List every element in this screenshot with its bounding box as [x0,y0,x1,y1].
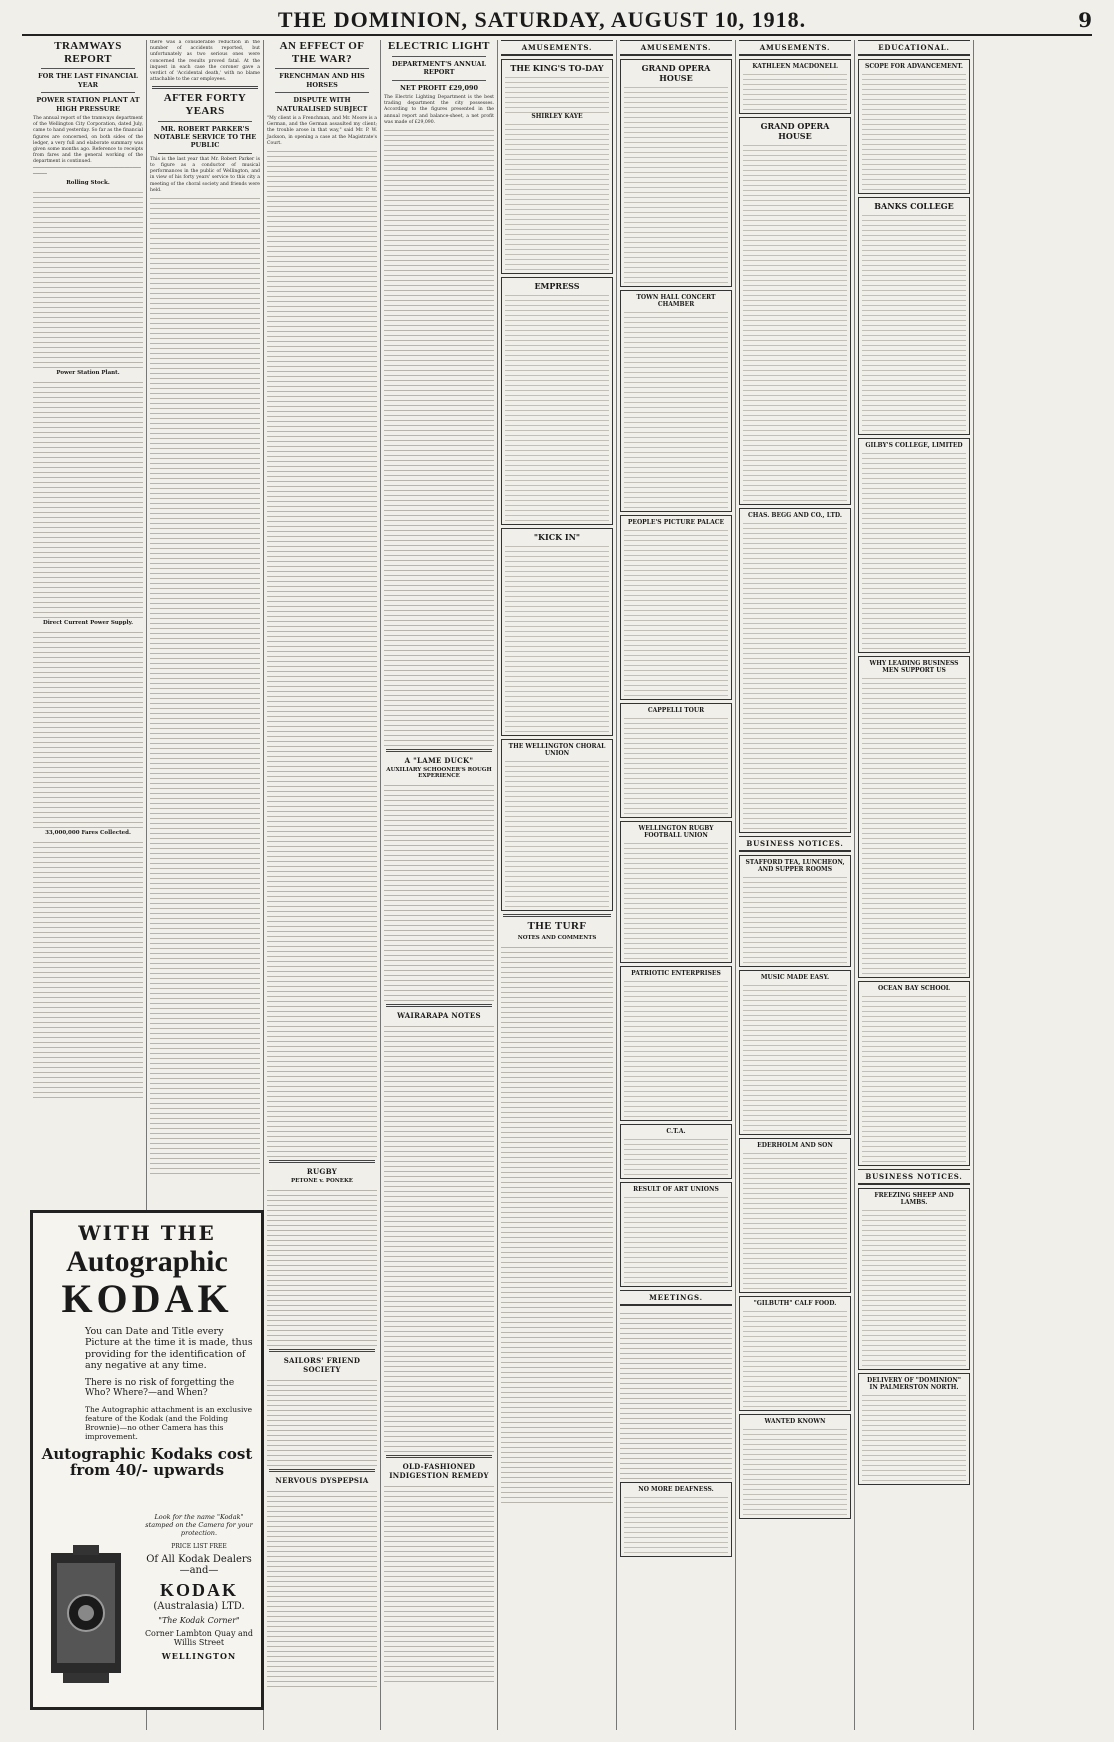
ad-kathleen-macdonell [739,59,851,114]
column-amusements-3 [736,40,855,1730]
ad-title: WELLINGTON RUGBY FOOTBALL UNION [638,825,714,839]
ad-title: EMPRESS [534,281,580,291]
kodak-dealer-info [143,1513,255,1661]
headline-tramways: TRAMWAYS REPORT [54,40,122,65]
ad-title: PEOPLE'S PICTURE PALACE [627,519,725,526]
kodak-autographic: Autographic [66,1245,228,1278]
ad-kick-in [501,528,613,736]
column-heading-amusements: AMUSEMENTS. [620,40,732,56]
column-war-effect [264,40,381,1730]
ad-autographic-kodak [30,1210,264,1710]
section-wairarapa-notes: WAIRARAPA NOTES [397,1010,481,1020]
subhead-parker: MR. ROBERT PARKER'S NOTABLE SERVICE TO THE PUBLIC [153,124,257,150]
ad-choral-union [501,739,613,911]
ad-title: CHAS. BEGG AND CO., LTD. [748,512,842,519]
newspaper-title: THE DOMINION, SATURDAY, AUGUST 10, 1918. [277,7,807,32]
ad-why-leading-business-men [858,656,970,978]
ad-title: FREEZING SHEEP AND LAMBS. [874,1192,954,1206]
subhead-net-profit: NET PROFIT £29,090 [399,83,479,92]
article-text-block [267,1186,377,1346]
ad-wanted-known [739,1414,851,1519]
ad-title: CAPPELLI TOUR [647,707,705,714]
column-electric-light [381,40,498,1730]
ad-title: "GILBUTH" CALF FOOD. [753,1300,837,1307]
section-nervous-dyspepsia: NERVOUS DYSPEPSIA [275,1475,369,1485]
column-educational [855,40,974,1730]
ad-chas-begg [739,508,851,833]
ad-title: THE KING'S TO-DAY [510,63,604,73]
kodak-price-headline: Autographic Kodaks cost from 40/- upwards [41,1445,253,1479]
ad-title: GILBY'S COLLEGE, LIMITED [865,442,963,449]
page-number: 9 [1078,8,1092,32]
ad-title: GRAND OPERA HOUSE [760,121,830,141]
kodak-city: WELLINGTON [161,1651,237,1661]
section-power-station-plant: Power Station Plant. [56,369,120,376]
ad-title: DELIVERY OF "DOMINION" IN PALMERSTON NORTH. [867,1377,961,1391]
subhead-notes-comments: NOTES AND COMMENTS [517,934,597,941]
ad-title: WANTED KNOWN [764,1418,826,1425]
column-amusements-2 [617,40,736,1730]
column-heading-business-notices: BUSINESS NOTICES. [739,836,851,852]
ad-patriotic-enterprises [620,966,732,1121]
article-text-block [620,1309,732,1479]
article-text-block [384,1022,494,1452]
ad-title: STAFFORD TEA, LUNCHEON, AND SUPPER ROOMS [745,859,845,873]
section-sailors-friend: SAILORS' FRIEND SOCIETY [283,1355,361,1374]
ad-title: SCOPE FOR ADVANCEMENT. [865,63,963,70]
kodak-australasia: (Australasia) LTD. [153,1601,245,1612]
section-lame-duck: A "LAME DUCK" [404,755,474,765]
ad-kings-theatre [501,59,613,274]
kodak-ltd-brand: KODAK [159,1580,238,1600]
ad-cta [620,1124,732,1179]
ad-title: THE WELLINGTON CHORAL UNION [508,743,606,757]
kodak-look-for: Look for the name "Kodak" stamped on the Camera for your protection. [145,1513,253,1537]
article-text-block [33,188,143,368]
ad-town-hall [620,290,732,512]
article-body: The Electric Lighting Department is the best trading department the city possesses. According to the figures presented in the annual report and balance-sheet, a net profit was made of £29,090. [384,94,494,125]
kodak-address: Corner Lambton Quay and Willis Street [144,1629,254,1647]
column-heading-amusements: AMUSEMENTS. [739,40,851,56]
ad-feature: SHIRLEY KAYE [531,113,583,120]
ad-ederholm-and-son [739,1138,851,1293]
masthead [22,6,1092,36]
subhead-dispute: DISPUTE WITH NATURALISED SUBJECT [276,96,368,113]
section-fares-collected: 33,000,000 Fares Collected. [45,829,131,836]
section-indigestion-remedy: OLD-FASHIONED INDIGESTION REMEDY [389,1461,489,1480]
ad-title: GRAND OPERA HOUSE [641,63,711,83]
headline-effect-of-war: AN EFFECT OF THE WAR? [279,40,365,65]
ad-empress [501,277,613,525]
ad-no-more-deafness [620,1482,732,1557]
headline-electric-light: ELECTRIC LIGHT [388,40,490,52]
ad-art-unions [620,1182,732,1287]
ad-freezing-sheep [858,1188,970,1370]
ad-title: "KICK IN" [533,532,581,542]
kodak-price-list: PRICE LIST FREE [171,1543,227,1550]
section-rugby: RUGBY [306,1166,338,1176]
subhead-schooner: AUXILIARY SCHOONER'S ROUGH EXPERIENCE [386,766,492,779]
column-amusements-1 [498,40,617,1730]
ad-title: C.T.A. [666,1128,686,1135]
ad-title: TOWN HALL CONCERT CHAMBER [636,294,716,308]
article-text-block [384,126,494,746]
article-text-block [267,1376,377,1466]
ad-banks-college [858,197,970,435]
article-body: "My client is a Frenchman, and Mr. Moore is a German, and the German assaulted my client; the trouble arose in that way," said Mr. P. W. Jackson, in opening a case at the Magistrate's Court. [267,116,377,146]
column-heading-educational: EDUCATIONAL. [858,40,970,56]
ad-gilbys-college [858,438,970,653]
ad-grand-opera-house [739,117,851,505]
kodak-para-3: The Autographic attachment is an exclusive feature of the Kodak (and the Folding Brownie)—no other Camera has this improvement. [85,1405,253,1442]
article-text-block [150,194,260,1174]
ad-peoples-picture-palace [620,515,732,700]
kodak-of-all: Of All Kodak Dealers —and— [146,1554,252,1576]
ad-ocean-bay-school [858,981,970,1166]
kodak-para-2: There is no risk of forgetting the Who? Where?—and When? [85,1377,235,1399]
subhead-power-station: POWER STATION PLANT AT HIGH PRESSURE [36,96,140,113]
ad-title: NO MORE DEAFNESS. [638,1486,714,1493]
ad-dominion-delivery [858,1373,970,1485]
article-text-block [33,628,143,828]
ad-music-made-easy [739,970,851,1135]
article-text-block [501,943,613,1503]
article-text-block [384,781,494,1001]
ad-title: MUSIC MADE EASY. [760,974,830,981]
kodak-brand: KODAK [61,1276,233,1321]
article-text-filler: ──────────────────────────────────────────── [33,165,141,177]
headline-after-forty-years: AFTER FORTY YEARS [163,92,247,117]
column-heading-meetings: MEETINGS. [620,1290,732,1306]
subhead-petone-poneke: PETONE v. PONEKE [291,1177,353,1184]
camera-illustration-icon [43,1543,131,1693]
article-text-block [267,147,377,1157]
ad-grand-opera-house [620,59,732,287]
column-heading-business-notices: BUSINESS NOTICES. [858,1169,970,1185]
article-body: This is the last year that Mr. Robert Parker is to figure as a conductor of musical performances in the public of Wellington, and in view of his forty years' service to this city a meeting of the choral society and friends were held. [150,156,260,193]
kodak-para-1: You can Date and Title every Picture at the time it is made, thus providing for the identification of any negative at any time. [85,1326,253,1372]
ad-scope-for-advancement [858,59,970,194]
section-direct-current: Direct Current Power Supply. [42,619,134,626]
ad-title: RESULT OF ART UNIONS [633,1186,719,1193]
section-rolling-stock: Rolling Stock. [66,179,110,186]
subhead-annual-report: DEPARTMENT'S ANNUAL REPORT [391,59,487,77]
article-body: The annual report of the tramways department of the Wellington City Corporation, dated July, came to hand yesterday. So far as the financial figures are concerned, on both sides of the ledger, a very full and elaborate summary was given some months ago. Reference to receipts from fares and the general working of the department is continued. [33,116,143,165]
ad-title: PATRIOTIC ENTERPRISES [631,970,721,977]
article-text-block [33,838,143,1098]
article-text-block [267,1487,377,1687]
ad-stafford-tea-rooms [739,855,851,967]
ad-cappelli-tour [620,703,732,818]
ad-gilbuth-calf-food [739,1296,851,1411]
column-margin [974,40,1090,1730]
ad-title: WHY LEADING BUSINESS MEN SUPPORT US [869,660,959,674]
article-text-block [33,378,143,618]
column-heading-amusements: AMUSEMENTS. [501,40,613,56]
kodak-corner: "The Kodak Corner" [158,1616,240,1625]
subhead-financial-year: FOR THE LAST FINANCIAL YEAR [38,72,138,89]
subhead-frenchman: FRENCHMAN AND HIS HORSES [279,72,365,89]
ad-rugby-union [620,821,732,963]
article-text-block [384,1482,494,1682]
article-body-continued: there was a considerable reduction in the number of accidents reported, but unfortunately as two serious ones were concerned the results proved fatal. At the inquest in each case the coroner gave a verdict of 'Accidental death,' with no blame attachable to the car employees. [150,40,260,83]
ad-title: BANKS COLLEGE [874,201,954,211]
ad-title: KATHLEEN MACDONELL [752,63,838,70]
kodak-with: WITH THE [78,1221,216,1245]
ad-title: EDERHOLM AND SON [757,1142,833,1149]
ad-title: OCEAN BAY SCHOOL [877,985,951,992]
headline-the-turf: THE TURF [527,920,587,932]
